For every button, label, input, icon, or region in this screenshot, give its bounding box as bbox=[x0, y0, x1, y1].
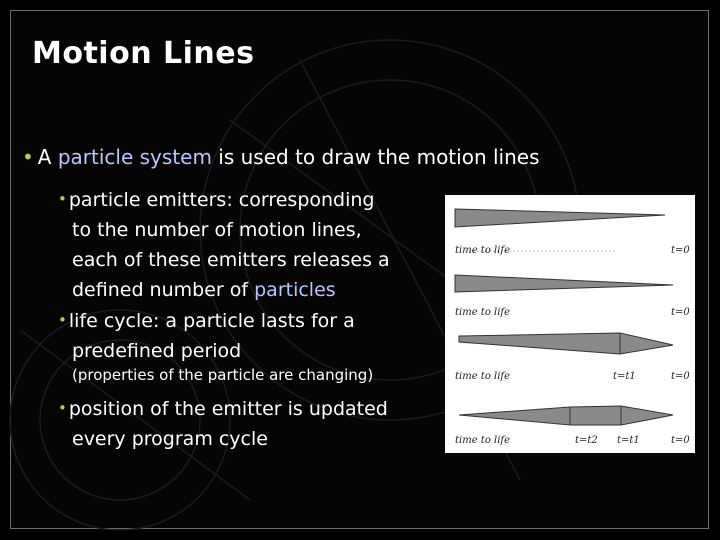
t-label: t=0 bbox=[671, 245, 690, 256]
t-label: t=t1 bbox=[613, 371, 636, 382]
life-cycle-term: life cycle bbox=[68, 310, 153, 332]
t-label: t=0 bbox=[671, 307, 690, 318]
time-to-life-label: time to life bbox=[455, 245, 511, 256]
bullet-dot: • bbox=[58, 399, 67, 417]
sub-bullet-life-cycle bbox=[58, 305, 355, 366]
main-bullet-suffix: is used to draw the motion lines bbox=[211, 145, 540, 169]
bullet-dot: • bbox=[58, 311, 67, 329]
motion-line-shape bbox=[455, 275, 673, 292]
t-label: t=t1 bbox=[617, 435, 640, 446]
position-text-2: every program cycle bbox=[72, 428, 268, 450]
emitters-text-4: defined number of bbox=[72, 279, 255, 301]
t-label: t=t2 bbox=[575, 435, 598, 446]
emitters-term: particle emitters bbox=[68, 189, 227, 211]
bullet-dot: • bbox=[22, 145, 34, 169]
time-to-life-label: time to life bbox=[455, 371, 511, 382]
slide-title: Motion Lines bbox=[32, 36, 255, 71]
motion-line-shape bbox=[455, 209, 665, 227]
motion-line-shape bbox=[459, 407, 570, 425]
life-cycle-text-2: predefined period bbox=[72, 340, 242, 362]
time-to-life-label: time to life bbox=[455, 307, 511, 318]
position-text: position of the emitter is updated bbox=[68, 398, 388, 420]
bullet-dot: • bbox=[58, 190, 67, 208]
emitters-text-3: each of these emitters releases a bbox=[72, 249, 390, 271]
emitters-text-2: to the number of motion lines, bbox=[72, 219, 362, 241]
t-label: t=0 bbox=[671, 371, 690, 382]
main-bullet-prefix: A bbox=[37, 145, 58, 169]
sub-bullet-position bbox=[58, 393, 388, 454]
main-bullet-highlight: particle system bbox=[57, 145, 212, 169]
main-bullet bbox=[22, 145, 540, 169]
note-text: (properties of the particle are changing) bbox=[72, 366, 374, 384]
particles-term: particles bbox=[254, 279, 336, 301]
life-cycle-text-1: : a particle lasts for a bbox=[152, 310, 355, 332]
motion-lines-figure bbox=[445, 195, 695, 453]
emitters-text-1: : corresponding bbox=[226, 189, 375, 211]
motion-line-shape bbox=[459, 333, 673, 354]
sub-bullet-emitters bbox=[58, 184, 390, 305]
figure-drawing bbox=[445, 195, 695, 453]
time-to-life-label: time to life bbox=[455, 435, 511, 446]
t-label: t=0 bbox=[671, 435, 690, 446]
